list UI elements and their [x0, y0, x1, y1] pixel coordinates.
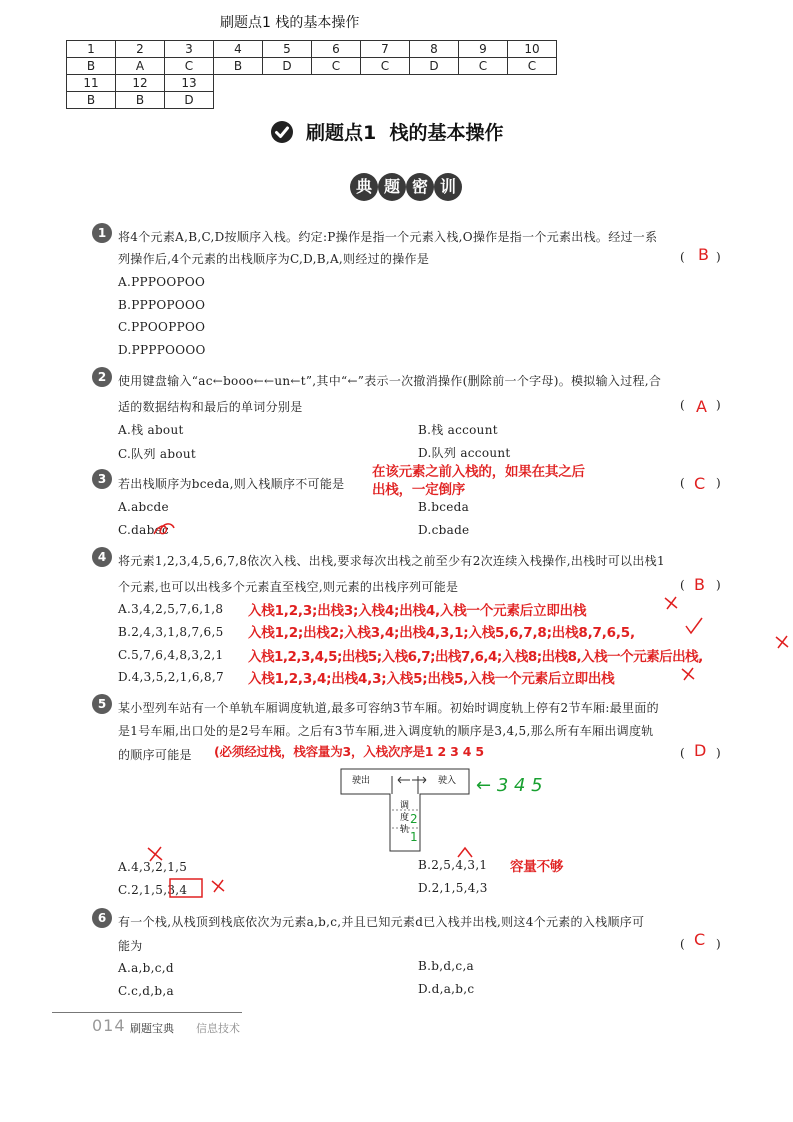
answer-paren-open: (: [680, 746, 685, 760]
question-stem-line: 列操作后,4个元素的出栈顺序为C,D,B,A,则经过的操作是: [118, 252, 430, 266]
table-cell: 7: [361, 41, 410, 58]
answer-paren-open: (: [680, 578, 685, 592]
table-cell: 13: [165, 75, 214, 92]
answer-paren-close: ): [716, 476, 721, 490]
red-box-mark: [168, 876, 208, 900]
option: B.2,5,4,3,1: [418, 858, 488, 872]
table-cell: 11: [67, 75, 116, 92]
table-row: [67, 41, 557, 58]
handwritten-note: 在该元素之前入栈的，如果在其之后: [372, 464, 585, 480]
cross-mark-icon: [680, 666, 696, 682]
green-note: 3 4 5: [496, 775, 543, 796]
option: C.dabec: [118, 523, 170, 537]
banner-char: 题: [378, 173, 406, 201]
answer-paren-open: (: [680, 398, 685, 412]
table-blank: [214, 92, 557, 109]
question-stem-line: 将4个元素A,B,C,D按顺序入栈。约定:P操作是指一个元素入栈,O操作是指一个元素出栈。经过一系: [118, 230, 658, 244]
table-cell: C: [165, 58, 214, 75]
handwritten-answer: B: [698, 245, 709, 264]
handwritten-note: (必须经过栈，栈容量为3，入栈次序是1 2 3 4 5: [214, 744, 484, 759]
table-row: [67, 92, 557, 109]
answer-paren-open: (: [680, 937, 685, 951]
footer-brand: 刷题宝典: [130, 1022, 174, 1035]
option: A.4,3,2,1,5: [118, 860, 188, 874]
caret-mark: [455, 845, 475, 859]
question-number-badge: 6: [92, 908, 112, 928]
handwritten-answer: C: [694, 930, 706, 949]
track-label: 调: [400, 801, 410, 811]
rail-track-diagram: [340, 768, 470, 852]
table-cell: 12: [116, 75, 165, 92]
table-cell: 9: [459, 41, 508, 58]
table-cell: C: [459, 58, 508, 75]
option: C.c,d,b,a: [118, 984, 174, 998]
option: D.d,a,b,c: [418, 982, 475, 996]
answer-paren-open: (: [680, 476, 685, 490]
handwritten-answer: C: [694, 474, 706, 493]
option: D.cbade: [418, 523, 470, 537]
question-stem-line: 将元素1,2,3,4,5,6,7,8依次入栈、出栈,要求每次出栈之前至少有2次连续入栈操作,出栈时可以出栈1: [118, 554, 665, 568]
option: D.队列 account: [418, 446, 511, 460]
handwritten-note: 入栈1,2;出栈2;入栈3,4;出栈4,3,1;入栈5,6,7,8;出栈8,7,6,5,: [248, 625, 635, 641]
track-label: 轨: [400, 825, 410, 835]
table-cell: A: [116, 58, 165, 75]
question-stem-line: 是1号车厢,出口处的是2号车厢。之后有3节车厢,进入调度轨的顺序是3,4,5,那么所有车厢出调度轨: [118, 724, 654, 738]
option: D.PPPPOOOO: [118, 343, 206, 357]
out-label: 驶出: [352, 776, 371, 786]
banner-char: 训: [434, 173, 462, 201]
question-stem-line: 使用键盘输入“ac←booo←←un←t”,其中“←”表示一次撤消操作(删除前一个字母)。模拟输入过程,合: [118, 374, 662, 388]
footer-subject: 信息技术: [196, 1022, 240, 1035]
table-cell: B: [116, 92, 165, 109]
handwritten-answer: D: [694, 741, 707, 760]
table-cell: 4: [214, 41, 263, 58]
answer-paren-open: (: [680, 250, 685, 264]
question-number-badge: 2: [92, 367, 112, 387]
footer-divider: [52, 1012, 242, 1013]
answer-paren-close: ): [716, 937, 721, 951]
handwritten-note: 入栈1,2,3,4;出栈4,3;入栈5;出栈5,入栈一个元素后立即出栈: [248, 671, 615, 687]
table-cell: C: [312, 58, 361, 75]
table-cell: 10: [508, 41, 557, 58]
answer-key-title: 刷题点1 栈的基本操作: [220, 15, 360, 31]
table-cell: 3: [165, 41, 214, 58]
table-cell: 6: [312, 41, 361, 58]
section-label: 刷题点1: [306, 122, 377, 144]
table-row: [67, 75, 557, 92]
answer-paren-close: ): [716, 746, 721, 760]
option: A.a,b,c,d: [118, 961, 174, 975]
option: C.PPOOPPOO: [118, 320, 206, 334]
question-stem-line: 的顺序可能是: [118, 748, 192, 762]
table-cell: D: [263, 58, 312, 75]
answer-key-table: [66, 40, 557, 109]
question-number-badge: 5: [92, 694, 112, 714]
option: A.PPPOOPOO: [118, 275, 206, 289]
page-number: 014: [92, 1016, 126, 1035]
question-number-badge: 1: [92, 223, 112, 243]
table-cell: B: [67, 58, 116, 75]
green-arrow-note: [476, 775, 543, 796]
table-cell: 2: [116, 41, 165, 58]
option: A.3,4,2,5,7,6,1,8: [118, 602, 224, 616]
cross-mark-icon: [662, 594, 680, 612]
option: C.5,7,6,4,8,3,2,1: [118, 648, 224, 662]
in-label: 驶入: [438, 776, 457, 786]
table-cell: B: [67, 92, 116, 109]
check-circle-icon: [270, 120, 294, 144]
handwritten-note: 入栈1,2,3,4,5;出栈5;入栈6,7;出栈7,6,4;入栈8;出栈8,入栈一个元素后出栈,: [248, 649, 703, 665]
answer-paren-close: ): [716, 250, 721, 264]
option: A.abcde: [118, 500, 169, 514]
handwritten-note: 入栈1,2,3;出栈3;入栈4;出栈4,入栈一个元素后立即出栈: [248, 603, 587, 619]
table-blank: [214, 75, 557, 92]
table-row: [67, 58, 557, 75]
answer-paren-close: ): [716, 578, 721, 592]
handwritten-answer: A: [696, 397, 707, 416]
question-number-badge: 3: [92, 469, 112, 489]
question-number-badge: 4: [92, 547, 112, 567]
question-stem-line: 个元素,也可以出栈多个元素直至栈空,则元素的出栈序列可能是: [118, 580, 459, 594]
question-stem-line: 能为: [118, 939, 143, 953]
question-stem-line: 某小型列车站有一个单轨车厢调度轨道,最多可容纳3节车厢。初始时调度轨上停有2节车厢:最里面的: [118, 701, 659, 715]
table-cell: C: [508, 58, 557, 75]
option: B.bceda: [418, 500, 470, 514]
question-stem-line: 适的数据结构和最后的单词分别是: [118, 400, 303, 414]
cross-mark-icon: [210, 878, 226, 894]
option: B.2,4,3,1,8,7,6,5: [118, 625, 224, 639]
option: B.b,d,c,a: [418, 959, 475, 973]
cross-mark-icon: [774, 634, 790, 650]
table-cell: 1: [67, 41, 116, 58]
table-cell: 8: [410, 41, 459, 58]
question-stem-line: 有一个栈,从栈顶到栈底依次为元素a,b,c,并且已知元素d已入栈并出栈,则这4个元素的入栈顺序可: [118, 915, 645, 929]
option: C.2,1,5,3,4: [118, 883, 188, 897]
section-name: 栈的基本操作: [389, 122, 504, 144]
question-stem-line: 若出栈顺序为bceda,则入栈顺序不可能是: [118, 477, 345, 491]
table-cell: D: [410, 58, 459, 75]
handwritten-note: 容量不够: [510, 859, 564, 875]
slot-mark: 2: [410, 812, 418, 826]
handwritten-answer: B: [694, 575, 705, 594]
handwritten-note: 出栈，一定倒序: [372, 482, 466, 498]
table-cell: 5: [263, 41, 312, 58]
slot-mark: 1: [410, 830, 418, 844]
table-cell: B: [214, 58, 263, 75]
option: C.队列 about: [118, 447, 196, 461]
option: D.2,1,5,4,3: [418, 881, 488, 895]
left-arrow-icon: ←: [476, 775, 492, 796]
option: B.栈 account: [418, 423, 498, 437]
option: B.PPPOPOOO: [118, 298, 206, 312]
banner-typical-questions: [350, 173, 462, 205]
table-cell: D: [165, 92, 214, 109]
banner-char: 典: [350, 173, 378, 201]
banner-char: 密: [406, 173, 434, 201]
answer-paren-close: ): [716, 398, 721, 412]
red-squiggle-mark: [150, 512, 180, 540]
table-cell: C: [361, 58, 410, 75]
track-label: 度: [400, 813, 410, 823]
cross-mark-icon: [146, 846, 164, 862]
check-mark-icon: [684, 616, 704, 636]
option: A.栈 about: [118, 423, 184, 437]
option: D.4,3,5,2,1,6,8,7: [118, 670, 224, 684]
section-title: [306, 118, 503, 145]
